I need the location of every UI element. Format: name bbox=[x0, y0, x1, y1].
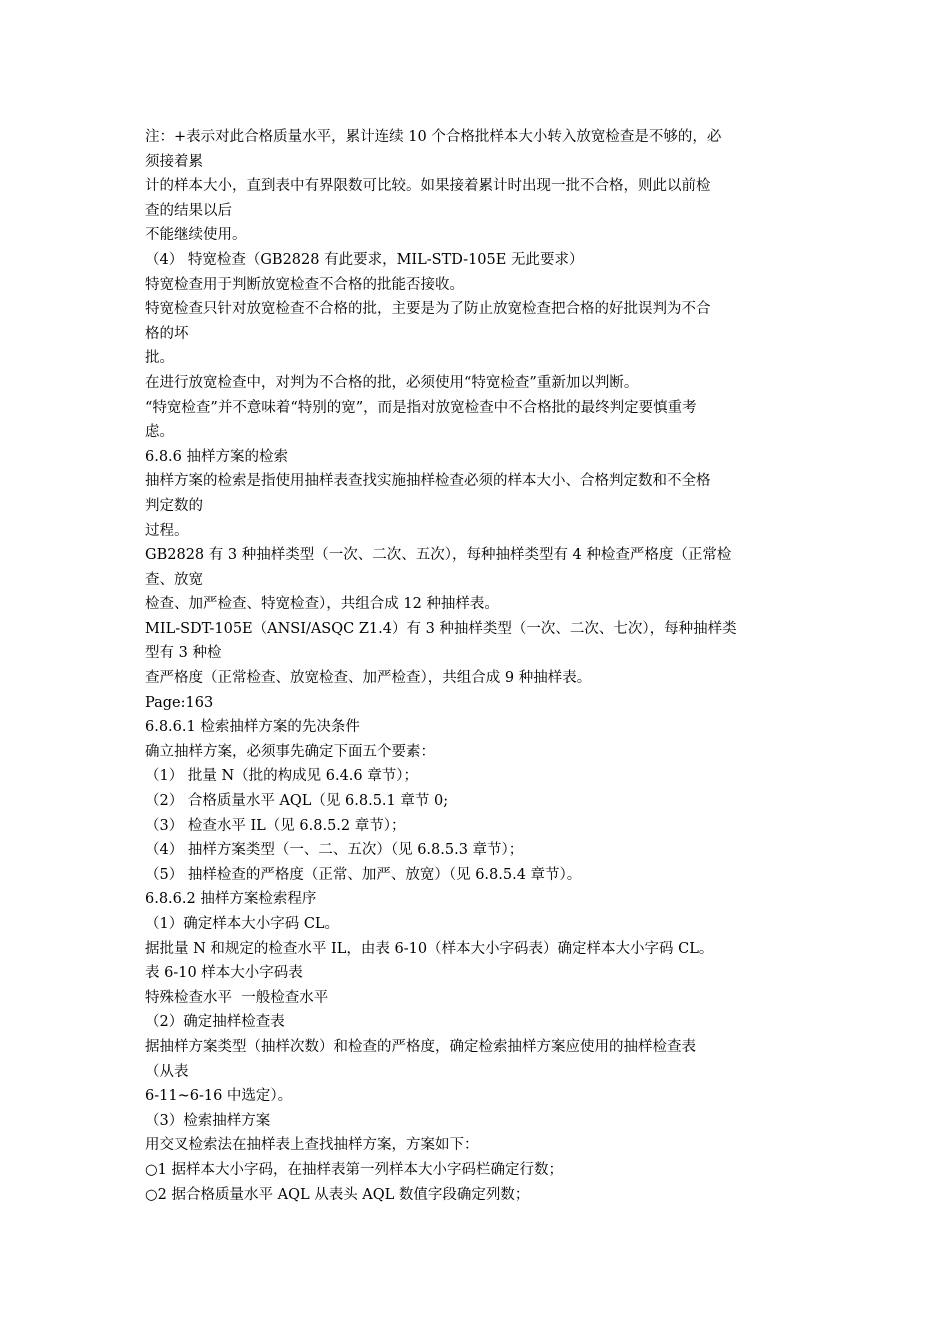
text-line: 须接着累 bbox=[145, 153, 203, 170]
text-line: （3）检索抽样方案 bbox=[145, 1112, 271, 1129]
text-line: 判定数的 bbox=[145, 497, 203, 514]
text-line: 据抽样方案类型（抽样次数）和检查的严格度，确定检索抽样方案应使用的抽样检查表 bbox=[145, 1038, 696, 1055]
section-heading: 6.8.6 抽样方案的检索 bbox=[145, 448, 289, 465]
section-heading: 6.8.6.1 检索抽样方案的先决条件 bbox=[145, 719, 360, 736]
document-page bbox=[145, 125, 810, 1207]
text-line: 不能继续使用。 bbox=[145, 227, 247, 244]
text-line: 用交叉检索法在抽样表上查找抽样方案，方案如下： bbox=[145, 1137, 479, 1154]
text-line: “特宽检查”并不意味着“特别的宽”，而是指对放宽检查中不合格批的最终判定要慎重考 bbox=[145, 399, 697, 416]
text-line: 查、放宽 bbox=[145, 571, 203, 588]
section-heading: 6.8.6.2 抽样方案检索程序 bbox=[145, 891, 317, 908]
list-item: （1） 批量 N（批的构成见 6.4.6 章节）； bbox=[145, 768, 418, 785]
table-caption: 表 6-10 样本大小字码表 bbox=[145, 965, 303, 982]
text-line: 在进行放宽检查中，对判为不合格的批，必须使用“特宽检查”重新加以判断。 bbox=[145, 374, 639, 391]
text-line: 批。 bbox=[145, 350, 174, 367]
text-line: 特宽检查用于判断放宽检查不合格的批能否接收。 bbox=[145, 276, 464, 293]
text-line: （4） 特宽检查（GB2828 有此要求，MIL-STD-105E 无此要求） bbox=[145, 251, 584, 268]
text-line: （从表 bbox=[145, 1063, 189, 1080]
text-line: 检查、加严检查、特宽检查），共组合成 12 种抽样表。 bbox=[145, 596, 499, 613]
list-item: （2） 合格质量水平 AQL（见 6.8.5.1 章节 0; bbox=[145, 793, 449, 810]
text-line: 过程。 bbox=[145, 522, 189, 539]
page-marker: Page:163 bbox=[145, 694, 214, 711]
text-line: 型有 3 种检 bbox=[145, 645, 222, 662]
text-line: 据批量 N 和规定的检查水平 IL，由表 6-10（样本大小字码表）确定样本大小字码 CL。 bbox=[145, 940, 714, 957]
text-line: 计的样本大小，直到表中有界限数可比较。如果接着累计时出现一批不合格，则此以前检 bbox=[145, 178, 711, 195]
text-line: （1）确定样本大小字码 CL。 bbox=[145, 916, 340, 932]
text-line: 查严格度（正常检查、放宽检查、加严检查），共组合成 9 种抽样表。 bbox=[145, 670, 592, 687]
text-line: 虑。 bbox=[145, 424, 174, 441]
text-line: 6-11~6-16 中选定）。 bbox=[145, 1088, 293, 1105]
list-item: ○2 据合格质量水平 AQL 从表头 AQL 数值字段确定列数； bbox=[145, 1186, 530, 1203]
text-line: 注：+表示对此合格质量水平，累计连续 10 个合格批样本大小转入放宽检查是不够的，必 bbox=[145, 129, 722, 145]
text-line: 确立抽样方案，必须事先确定下面五个要素： bbox=[145, 743, 435, 760]
text-line: （2）确定抽样检查表 bbox=[145, 1014, 285, 1031]
list-item: （5） 抽样检查的严格度（正常、加严、放宽）（见 6.8.5.4 章节）。 bbox=[145, 866, 582, 883]
list-item: （3） 检查水平 IL（见 6.8.5.2 章节）； bbox=[145, 817, 406, 834]
text-line: MIL-SDT-105E（ANSI/ASQC Z1.4）有 3 种抽样类型（一次、二次、七次），每种抽样类 bbox=[145, 620, 737, 637]
text-line: 特宽检查只针对放宽检查不合格的批，主要是为了防止放宽检查把合格的好批误判为不合 bbox=[145, 301, 711, 318]
text-line: 查的结果以后 bbox=[145, 202, 232, 219]
text-line: 抽样方案的检索是指使用抽样表查找实施抽样检查必须的样本大小、合格判定数和不全格 bbox=[145, 473, 711, 490]
list-item: ○1 据样本大小字码，在抽样表第一列样本大小字码栏确定行数； bbox=[145, 1161, 563, 1178]
text-line: 格的坏 bbox=[145, 325, 189, 342]
text-line: GB2828 有 3 种抽样类型（一次、二次、五次），每种抽样类型有 4 种检查严格度（正常检 bbox=[145, 547, 732, 564]
list-item: （4） 抽样方案类型（一、二、五次）（见 6.8.5.3 章节）； bbox=[145, 842, 524, 859]
text-line: 特殊检查水平 一般检查水平 bbox=[145, 989, 329, 1006]
